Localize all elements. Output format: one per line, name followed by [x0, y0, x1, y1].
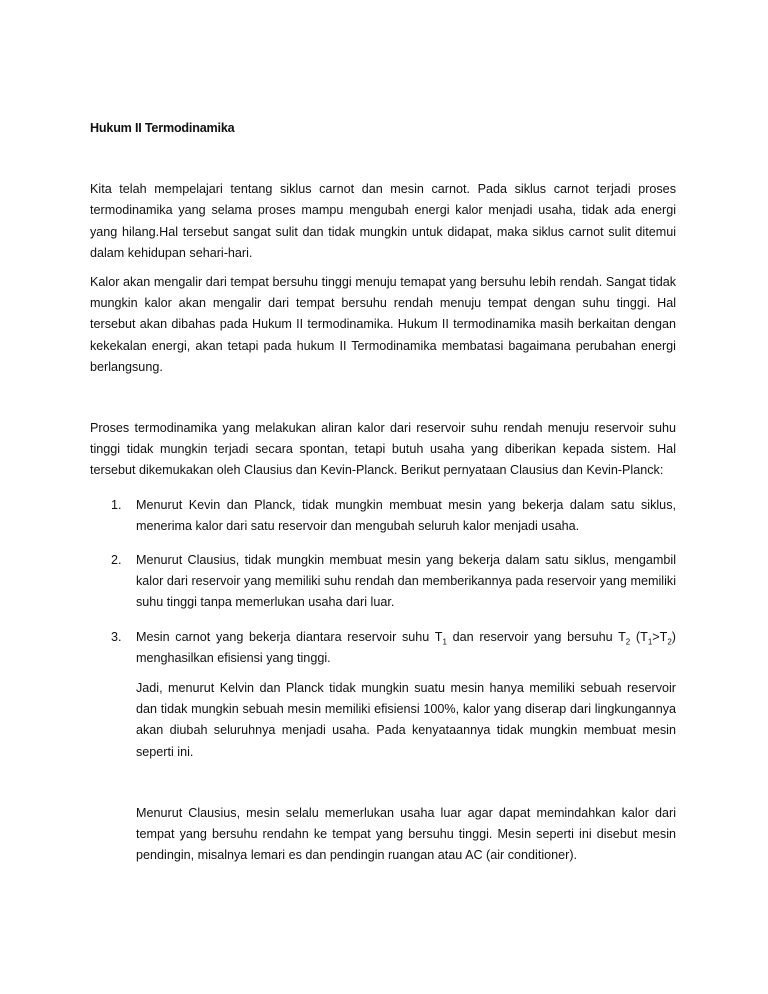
- document-title: Hukum II Termodinamika: [90, 121, 235, 135]
- list-item-text: [136, 627, 676, 669]
- list-number: 1.: [111, 497, 122, 512]
- paragraph-text: Jadi, menurut Kelvin dan Planck tidak mungkin suatu mesin hanya memiliki sebuah reservoir dan tidak mungkin sebuah mesin memiliki efisiensi 100%, kalor yang diserap dari lingkungannya akan diubah seluruhnya menjadi usaha. Pada kenyataannya tidak mungkin membuat mesin seperti ini.: [136, 681, 676, 759]
- document-page: [90, 118, 676, 866]
- list-number: 2.: [111, 553, 122, 568]
- subscript: 1: [442, 637, 447, 647]
- subscript: 2: [625, 637, 631, 647]
- paragraph-statements: Proses termodinamika yang melakukan aliran kalor dari reservoir suhu rendah menuju reservoir suhu tinggi tidak mungkin terjadi secara spontan, tetapi butuh usaha yang diberikan kepada sistem. Hal tersebut dikemukakan oleh Clausius dan Kevin-Planck. Berikut pernyataan Clausius dan Kevin-Planck:: [90, 421, 676, 478]
- statement-list: [90, 495, 676, 669]
- text-segment: dan reservoir yang bersuhu T: [446, 629, 626, 644]
- list-item: [90, 550, 676, 614]
- paragraph-clausius: [90, 803, 676, 867]
- subscript: 2: [667, 637, 672, 647]
- paragraph-heat-flow: Kalor akan mengalir dari tempat bersuhu tinggi menuju temapat yang bersuhu lebih rendah. Sangat tidak mungkin kalor akan mengalir dari tempat bersuhu rendah menuju tempat dengan suhu tinggi. Hal tersebut akan dibahas pada Hukum II termodinamika. Hukum II termodinamika masih berkaitan dengan kekekalan energi, akan tetapi pada hukum II Termodinamika membatasi bagaimana perubahan energi berlangsung.: [90, 275, 676, 374]
- list-item: [90, 495, 676, 537]
- text-segment: Mesin carnot yang bekerja diantara reservoir suhu T: [136, 629, 443, 644]
- list-item-text: Menurut Clausius, tidak mungkin membuat mesin yang bekerja dalam satu siklus, mengambil kalor dari reservoir yang memiliki suhu rendah dan memberikannya pada reservoir yang memiliki suhu tinggi tanpa memerlukan usaha dari luar.: [136, 553, 676, 610]
- list-number: 3.: [111, 629, 122, 644]
- text-segment: ) menghasilkan efisiensi yang tinggi.: [136, 629, 676, 665]
- list-item: [90, 627, 676, 669]
- text-segment: >T: [652, 629, 668, 644]
- paragraph-intro: Kita telah mempelajari tentang siklus carnot dan mesin carnot. Pada siklus carnot terjadi proses termodinamika yang selama proses mampu mengubah energi kalor menjadi usaha, tidak ada energi yang hilang.Hal tersebut sangat sulit dan tidak mungkin untuk didapat, maka siklus carnot sulit ditemui dalam kehidupan sehari-hari.: [90, 182, 676, 260]
- list-item-text: Menurut Kevin dan Planck, tidak mungkin membuat mesin yang bekerja dalam satu siklus, menerima kalor dari satu reservoir dan mengubah seluruh kalor menjadi usaha.: [136, 497, 676, 533]
- subscript: 1: [647, 637, 653, 647]
- paragraph-kelvin-planck: [90, 678, 676, 763]
- text-segment: (T: [630, 629, 648, 644]
- paragraph-text: Menurut Clausius, mesin selalu memerlukan usaha luar agar dapat memindahkan kalor dari tempat yang bersuhu rendahn ke tempat yang bersuhu tinggi. Mesin seperti ini disebut mesin pendingin, misalnya lemari es dan pendingin ruangan atau AC (air conditioner).: [136, 805, 676, 863]
